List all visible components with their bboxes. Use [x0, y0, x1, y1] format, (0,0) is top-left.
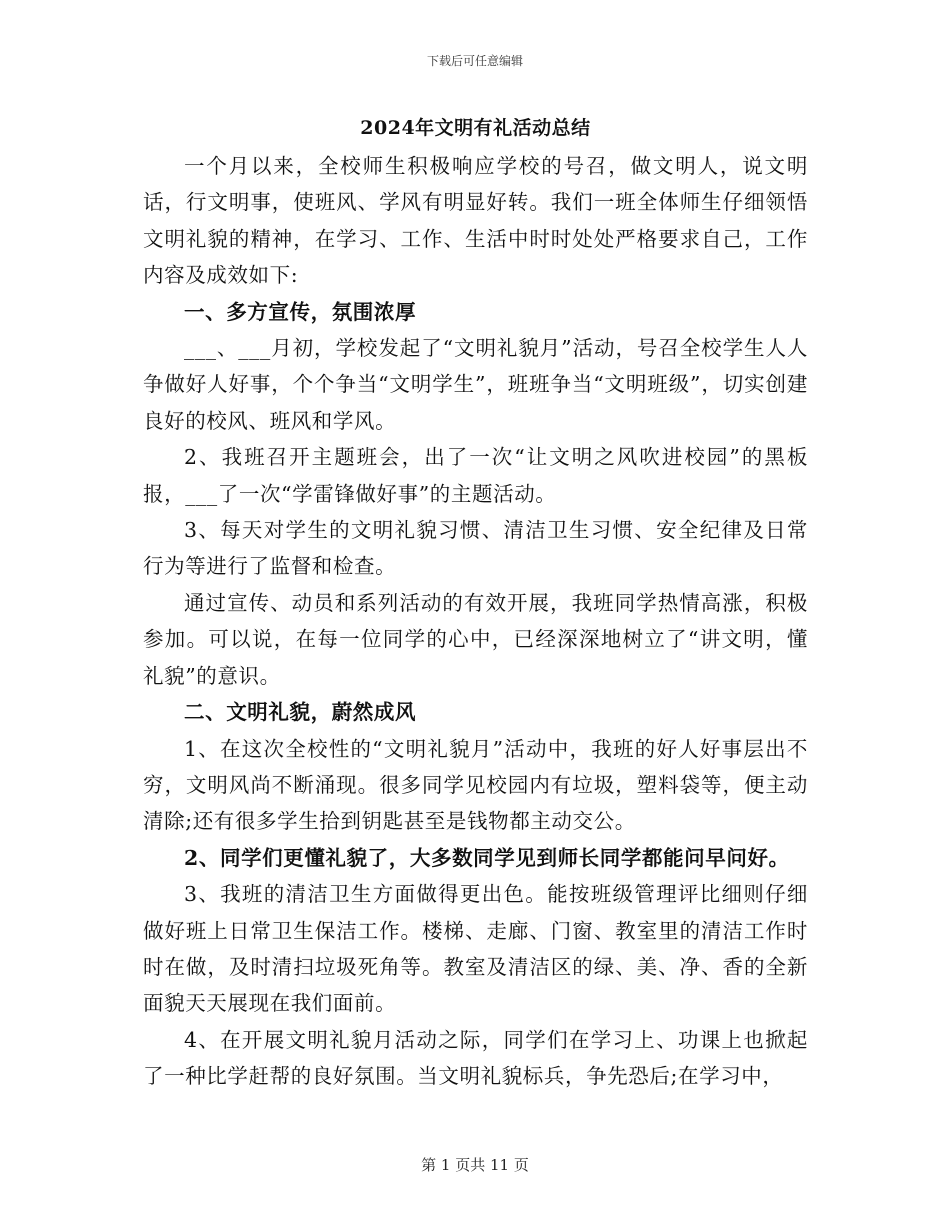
paragraph-summary: 通过宣传、动员和系列活动的有效开展，我班同学热情高涨，积极参加。可以说，在每一位同学的心中，已经深深地树立了“讲文明，懂礼貌”的意识。: [143, 590, 808, 688]
paragraph-item-7: 4、在开展文明礼貌月活动之际，同学们在学习上、功课上也掀起了一种比学赶帮的良好氛围。当文明礼貌标兵，争先恐后;在学习中，: [143, 1027, 808, 1089]
section-heading-1: 一、多方宣传，氛围浓厚: [184, 299, 417, 324]
paragraph-item-3: 3、每天对学生的文明礼貌习惯、清洁卫生习惯、安全纪律及日常行为等进行了监督和检查。: [143, 518, 808, 579]
paragraph-intro: 一个月以来，全校师生积极响应学校的号召，做文明人，说文明话，行文明事，使班风、学风有明显好转。我们一班全体师生仔细领悟文明礼貌的精神，在学习、工作、生活中时时处处严格要求自己，工作内容及成效如下:: [143, 154, 808, 288]
paragraph-item-4: 1、在这次全校性的“文明礼貌月”活动中，我班的好人好事层出不穷，文明风尚不断涌现。很多同学见校园内有垃圾，塑料袋等，便主动清除;还有很多学生拾到钥匙甚至是钱物都主动交公。: [143, 736, 808, 834]
paragraph-item-5: 2、同学们更懂礼貌了，大多数同学见到师长同学都能问早问好。: [184, 845, 790, 870]
document-title: 2024年文明有礼活动总结: [360, 117, 591, 139]
page-header-note: 下载后可任意编辑: [426, 54, 523, 68]
paragraph-item-2: 2、我班召开主题班会，出了一次“让文明之风吹进校园”的黑板报，___了一次“学雷锋做好事”的主题活动。: [143, 445, 808, 506]
paragraph-item-1: ___、___月初，学校发起了“文明礼貌月”活动，号召全校学生人人争做好人好事，个个争当“文明学生”，班班争当“文明班级”，切实创建良好的校风、班风和学风。: [143, 336, 808, 433]
paragraph-item-6: 3、我班的清洁卫生方面做得更出色。能按班级管理评比细则仔细做好班上日常卫生保洁工作。楼梯、走廊、门窗、教室里的清洁工作时时在做，及时清扫垃圾死角等。教室及清洁区的绿、美、净、香的全新面貌天天展现在我们面前。: [143, 882, 808, 1016]
section-heading-2: 二、文明礼貌，蔚然成风: [184, 700, 417, 725]
page-number: 第 1 页共 11 页: [421, 1156, 529, 1174]
document-body: [143, 112, 808, 1095]
